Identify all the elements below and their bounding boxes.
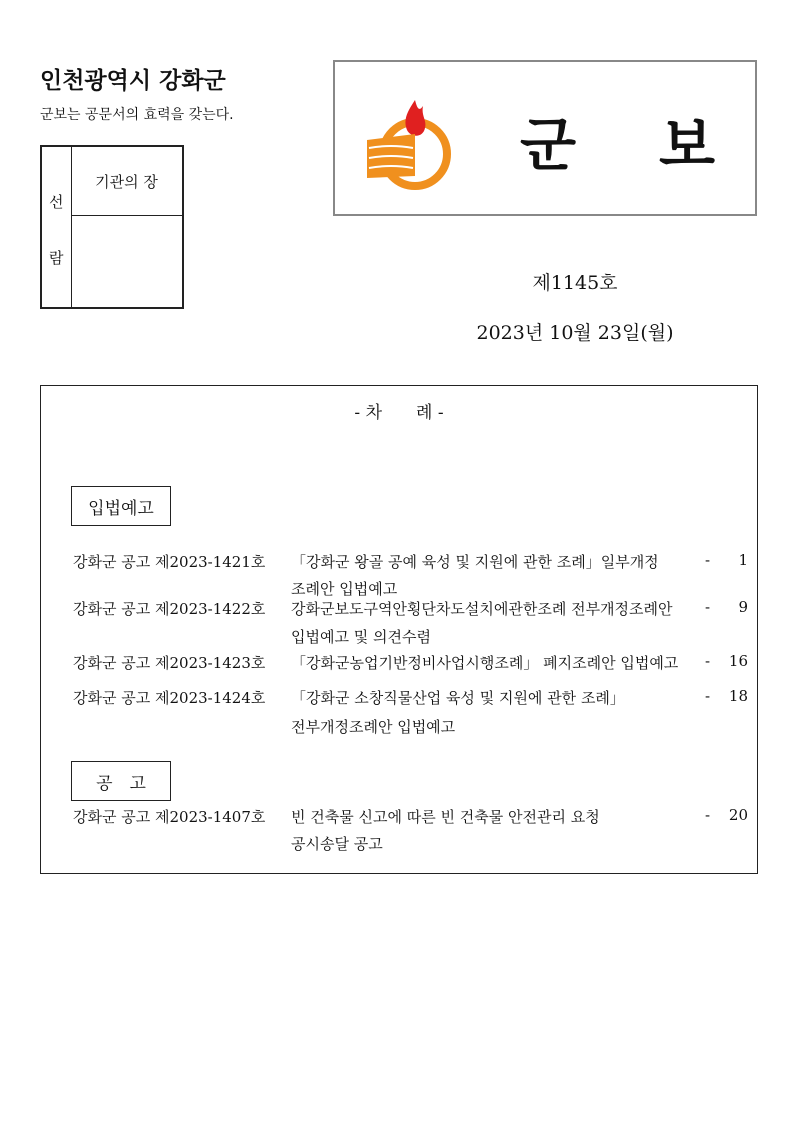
entry-dash: - xyxy=(705,687,711,705)
entry-title: 「강화군 왕골 공예 육성 및 지원에 관한 조례」일부개정 xyxy=(291,553,659,571)
entry-number: 강화군 공고 제2023-1422호 xyxy=(73,600,266,618)
entry-title-cont: 입법예고 및 의견수렴 xyxy=(291,628,431,646)
entry-dash: - xyxy=(705,652,711,670)
entry-number: 강화군 공고 제2023-1423호 xyxy=(73,654,266,672)
entry-title-cont: 공시송달 공고 xyxy=(291,835,383,853)
entry-dash: - xyxy=(705,806,711,824)
entry-dash: - xyxy=(705,551,711,569)
entry-title: 「강화군농업기반정비사업시행조례」 폐지조례안 입법예고 xyxy=(291,654,679,672)
entry-title-cont: 전부개정조례안 입법예고 xyxy=(291,718,456,736)
entry-page: 1 xyxy=(738,551,748,569)
entry-page: 16 xyxy=(728,652,748,670)
entry-title: 빈 건축물 신고에 따른 빈 건축물 안전관리 요청 xyxy=(291,808,600,826)
entry-page: 9 xyxy=(738,598,748,616)
entry-title-cont: 조례안 입법예고 xyxy=(291,580,398,598)
masthead xyxy=(333,60,757,216)
section-label: 공 고 xyxy=(71,761,171,801)
approval-label-top: 선 xyxy=(49,193,64,211)
entry-dash: - xyxy=(705,598,711,616)
entry-number: 강화군 공고 제2023-1421호 xyxy=(73,553,266,571)
issue-date: 2023년 10월 23일(월) xyxy=(476,322,674,344)
section-label: 입법예고 xyxy=(71,486,171,526)
table-of-contents xyxy=(40,385,758,874)
masthead-char-1: 군 xyxy=(520,111,577,179)
entry-number: 강화군 공고 제2023-1407호 xyxy=(73,808,266,826)
entry-page: 18 xyxy=(728,687,748,705)
approval-label-bottom: 람 xyxy=(49,249,64,267)
masthead-char-2: 보 xyxy=(659,111,716,179)
entry-number: 강화군 공고 제2023-1424호 xyxy=(73,689,266,707)
subtitle: 군보는 공문서의 효력을 갖는다. xyxy=(40,107,234,123)
org-title: 인천광역시 강화군 xyxy=(40,68,226,94)
entry-title: 「강화군 소창직물산업 육성 및 지원에 관한 조례」 xyxy=(291,689,625,707)
toc-heading: - 차 례 - xyxy=(354,403,444,423)
entry-page: 20 xyxy=(728,806,748,824)
entry-title: 강화군보도구역안횡단차도설치에관한조례 전부개정조례안 xyxy=(291,600,673,618)
issue-number: 제1145호 xyxy=(532,272,618,294)
county-emblem-icon xyxy=(363,92,453,192)
approval-header: 기관의 장 xyxy=(71,147,182,216)
